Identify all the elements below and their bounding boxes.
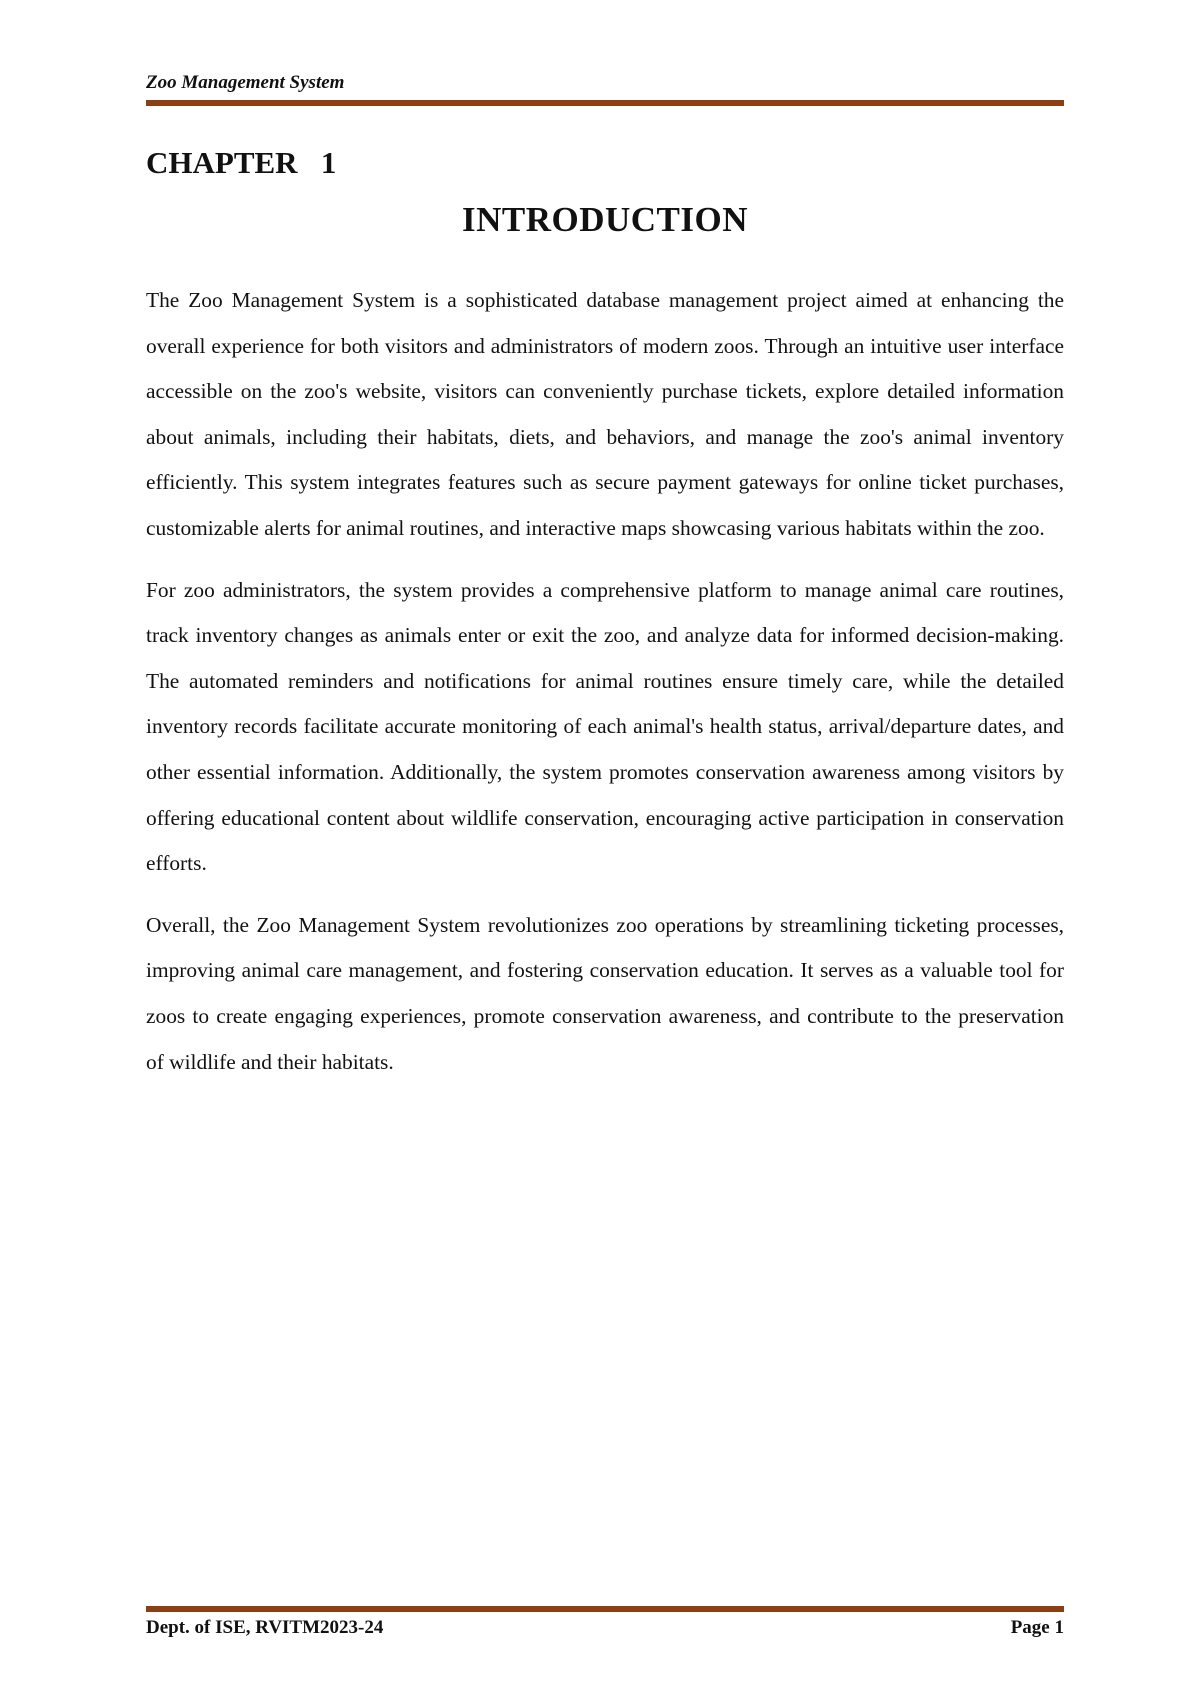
header-title: Zoo Management System	[146, 72, 345, 93]
footer-rule	[146, 1606, 1064, 1612]
paragraph-3: Overall, the Zoo Management System revolutionizes zoo operations by streamlining ticketing processes, improving animal care management, and fostering conservation education. It serves as a valuable tool for zoos to create engaging experiences, promote conservation awareness, and contribute to the preservation of wildlife and their habitats.	[146, 912, 1064, 1074]
page-header	[146, 72, 1064, 106]
section-title: INTRODUCTION	[461, 200, 749, 239]
footer-department: Dept. of ISE, RVITM2023-24	[146, 1617, 384, 1638]
chapter-label: CHAPTER 1	[146, 145, 337, 180]
footer-page-number: Page 1	[1010, 1617, 1064, 1638]
body-text	[146, 278, 1064, 1101]
paragraph-2: For zoo administrators, the system provides a comprehensive platform to manage animal care routines, track inventory changes as animals enter or exit the zoo, and analyze data for informed decision-making. The automated reminders and notifications for animal routines ensure timely care, while the detailed inventory records facilitate accurate monitoring of each animal's health status, arrival/departure dates, and other essential information. Additionally, the system promotes conservation awareness among visitors by offering educational content about wildlife conservation, encouraging active participation in conservation efforts.	[146, 577, 1064, 876]
header-rule	[146, 100, 1064, 106]
footer-row	[146, 1616, 1064, 1640]
page-footer	[146, 1606, 1064, 1640]
paragraph-1: The Zoo Management System is a sophisticated database management project aimed at enhancing the overall experience for both visitors and administrators of modern zoos. Through an intuitive user interface accessible on the zoo's website, visitors can conveniently purchase tickets, explore detailed information about animals, including their habitats, diets, and behaviors, and manage the zoo's animal inventory efficiently. This system integrates features such as secure payment gateways for online ticket purchases, customizable alerts for animal routines, and interactive maps showcasing various habitats within the zoo.	[146, 288, 1064, 540]
